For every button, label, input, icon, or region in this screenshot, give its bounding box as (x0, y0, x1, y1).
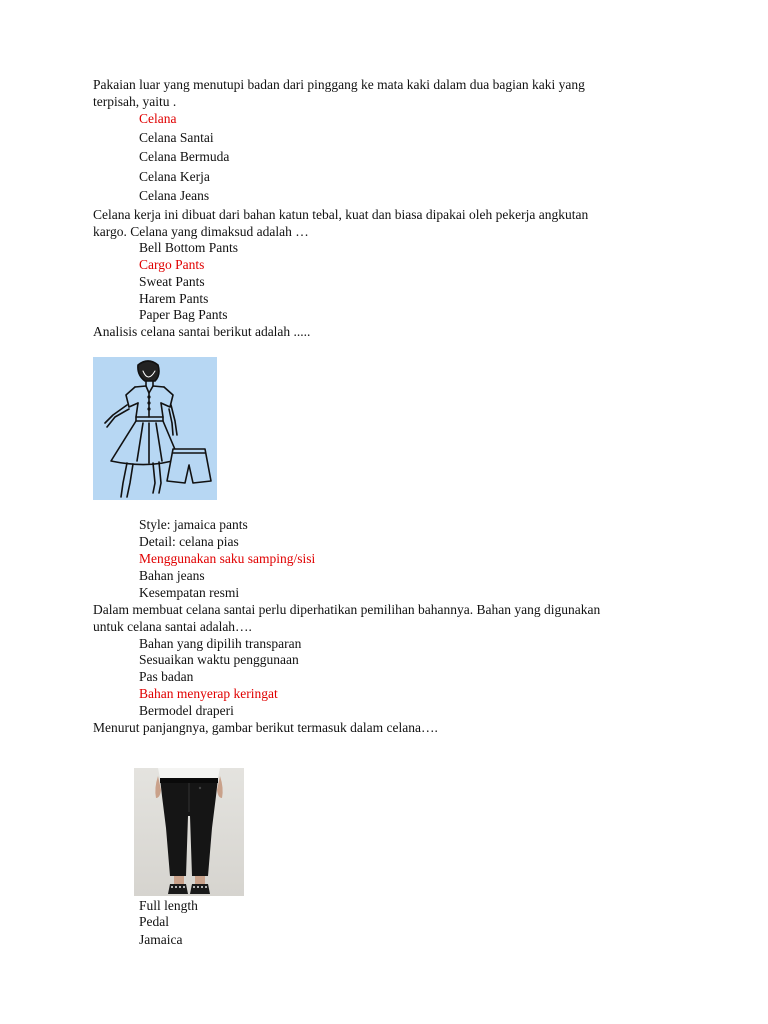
q2-text-line2: kargo. Celana yang dimaksud adalah … (93, 224, 309, 239)
q3-option-5: Kesempatan resmi (139, 585, 240, 600)
q3-option-1: Style: jamaica pants (139, 517, 248, 532)
q3-option-3: Menggunakan saku samping/sisi (139, 551, 316, 566)
q2-option-1: Bell Bottom Pants (139, 240, 239, 255)
dress-and-shorts-sketch-icon (93, 357, 217, 500)
q5-option-1: Full length (139, 898, 198, 913)
q2-option-4: Harem Pants (139, 291, 209, 306)
q3-text-line1: Analisis celana santai berikut adalah ..... (93, 324, 311, 339)
q5-option-3: Jamaica (139, 932, 183, 947)
q5-option-2: Pedal (139, 914, 169, 929)
q1-option-1: Celana (139, 111, 177, 126)
pants-photo-figure (134, 768, 244, 896)
q4-option-5: Bermodel draperi (139, 703, 234, 718)
q4-option-4: Bahan menyerap keringat (139, 686, 278, 701)
q3-option-4: Bahan jeans (139, 568, 205, 583)
q2-option-5: Paper Bag Pants (139, 307, 228, 322)
dress-sketch-figure (93, 357, 217, 500)
q2-option-3: Sweat Pants (139, 274, 205, 289)
q1-option-2: Celana Santai (139, 130, 214, 145)
q4-option-1: Bahan yang dipilih transparan (139, 636, 302, 651)
q1-option-5: Celana Jeans (139, 188, 210, 203)
q1-text-line2: terpisah, yaitu . (93, 94, 177, 109)
q1-option-4: Celana Kerja (139, 169, 210, 184)
q4-text-line1: Dalam membuat celana santai perlu diperhatikan pemilihan bahannya. Bahan yang digunakan (93, 602, 601, 617)
black-cropped-pants-photo-icon (134, 768, 244, 896)
q2-text-line1: Celana kerja ini dibuat dari bahan katun tebal, kuat dan biasa dipakai oleh pekerja angkutan (93, 207, 589, 222)
q1-text-line1: Pakaian luar yang menutupi badan dari pinggang ke mata kaki dalam dua bagian kaki yang (93, 77, 585, 92)
q4-option-2: Sesuaikan waktu penggunaan (139, 652, 299, 667)
q3-option-2: Detail: celana pias (139, 534, 239, 549)
q4-text-line2: untuk celana santai adalah…. (93, 619, 252, 634)
q2-option-2: Cargo Pants (139, 257, 205, 272)
q4-option-3: Pas badan (139, 669, 194, 684)
q5-text-line1: Menurut panjangnya, gambar berikut termasuk dalam celana…. (93, 720, 438, 735)
q1-option-3: Celana Bermuda (139, 149, 230, 164)
